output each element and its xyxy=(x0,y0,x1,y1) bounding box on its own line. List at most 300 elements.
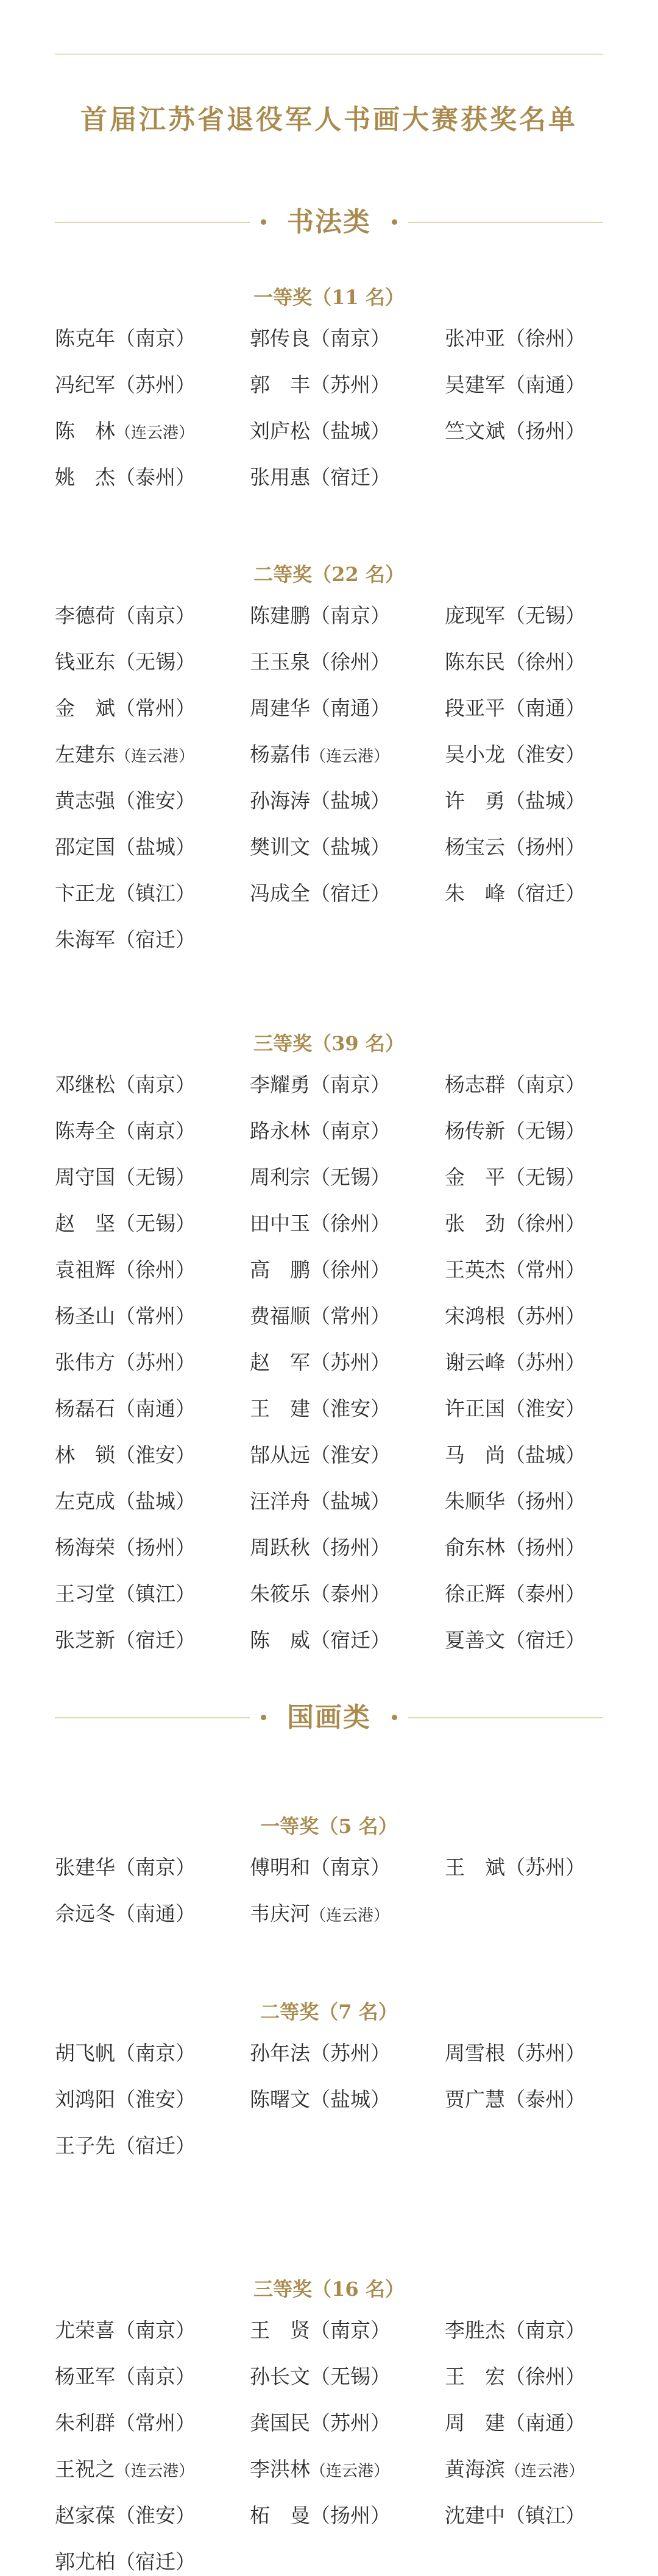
winner-city: （徐州） xyxy=(310,650,391,674)
winner-entry xyxy=(55,2132,250,2160)
winner-name: 宋鸿根 xyxy=(445,1304,505,1328)
winner-entry xyxy=(445,694,603,722)
winner-entry xyxy=(445,1626,603,1654)
winner-name: 郜从远 xyxy=(250,1443,310,1467)
winner-city: （南京） xyxy=(115,2041,196,2065)
winner-name: 韦庆河 xyxy=(250,1902,310,1925)
winner-name: 俞东林 xyxy=(445,1536,505,1559)
winner-entry xyxy=(55,2363,250,2391)
winner-city: （苏州） xyxy=(505,2041,585,2065)
tier-title: 二等奖（7 名） xyxy=(260,2000,398,2024)
winner-city: （扬州） xyxy=(310,2504,391,2527)
award-tier xyxy=(55,1029,603,1654)
winner-name: 张冲亚 xyxy=(445,326,505,350)
winner-entry xyxy=(55,464,250,492)
winner-name: 张 劲 xyxy=(445,1212,505,1235)
winner-city: （盐城） xyxy=(310,835,391,859)
winner-name: 张用惠 xyxy=(250,465,310,489)
winner-city: （扬州） xyxy=(115,1536,196,1559)
winner-name: 柘 曼 xyxy=(250,2504,310,2527)
winner-city: （无锡） xyxy=(115,1212,196,1235)
winner-city: （无锡） xyxy=(310,1165,391,1189)
award-tier xyxy=(55,1998,603,2160)
winner-city: （宿迁） xyxy=(505,881,585,905)
category-title: 书法类 xyxy=(287,206,371,238)
winner-city: （镇江） xyxy=(115,1582,196,1606)
tier-title: 二等奖（22 名） xyxy=(253,563,405,586)
winner-city: （南京） xyxy=(115,2365,196,2388)
winner-name: 段亚平 xyxy=(445,696,505,720)
winner-entry xyxy=(55,371,250,399)
winner-entry xyxy=(250,1441,445,1469)
winner-entry xyxy=(250,371,445,399)
winner-entry xyxy=(445,371,603,399)
winner-name: 陈建鹏 xyxy=(250,604,310,627)
winner-entry xyxy=(445,2409,603,2437)
winner-entry xyxy=(445,1580,603,1608)
winner-entry xyxy=(250,1580,445,1608)
winner-entry xyxy=(445,1071,603,1099)
winner-entry xyxy=(250,833,445,861)
winner-name: 樊训文 xyxy=(250,835,310,859)
winner-name: 周 建 xyxy=(445,2411,505,2435)
winner-grid xyxy=(55,2039,603,2160)
winner-city: （扬州） xyxy=(505,1536,585,1559)
winner-city: （淮安） xyxy=(310,1443,391,1467)
winner-entry xyxy=(445,2039,603,2067)
winner-entry xyxy=(250,648,445,676)
winner-name: 邓继松 xyxy=(55,1073,115,1096)
winner-entry xyxy=(250,694,445,722)
winner-city: （连云港） xyxy=(115,747,195,766)
winner-grid xyxy=(55,1071,603,1654)
winner-name: 李洪林 xyxy=(250,2457,310,2481)
tier-title: 三等奖（16 名） xyxy=(253,2278,405,2301)
winner-entry xyxy=(445,833,603,861)
winner-name: 王 建 xyxy=(250,1397,310,1420)
winner-name: 田中玉 xyxy=(250,1212,310,1235)
winner-entry xyxy=(55,1302,250,1330)
winner-name: 杨宝云 xyxy=(445,835,505,859)
winner-name: 竺文斌 xyxy=(445,419,505,443)
winner-city: （连云港） xyxy=(310,747,390,766)
winner-name: 杨圣山 xyxy=(55,1304,115,1328)
winner-name: 王子先 xyxy=(55,2134,115,2158)
winner-entry xyxy=(250,2086,445,2114)
winner-city: （南通） xyxy=(115,1397,196,1420)
winner-city: （连云港） xyxy=(310,1907,390,1925)
winner-city: （淮安） xyxy=(310,1397,391,1420)
winner-entry xyxy=(445,1854,603,1882)
winner-entry xyxy=(55,1626,250,1654)
category-header xyxy=(55,1699,603,1736)
winner-city: （徐州） xyxy=(310,1258,391,1282)
winner-city: （盐城） xyxy=(115,1489,196,1513)
winner-city: （南京） xyxy=(505,2318,585,2342)
winner-name: 谢云峰 xyxy=(445,1350,505,1374)
winner-city: （扬州） xyxy=(505,835,585,859)
winner-name: 吴小龙 xyxy=(445,743,505,766)
winner-name: 马 尚 xyxy=(445,1443,505,1467)
winner-city: （淮安） xyxy=(115,2504,196,2527)
winner-grid xyxy=(55,602,603,954)
winner-name: 朱筱乐 xyxy=(250,1582,310,1606)
winner-name: 徐正辉 xyxy=(445,1582,505,1606)
winner-city: （南通） xyxy=(115,1902,196,1925)
winner-name: 王 宏 xyxy=(445,2365,505,2388)
winner-city: （盐城） xyxy=(505,789,585,813)
winner-entry xyxy=(250,2409,445,2437)
winner-city: （苏州） xyxy=(115,373,196,397)
winner-entry xyxy=(445,417,603,445)
winner-entry xyxy=(55,2548,250,2576)
winner-city: （宿迁） xyxy=(115,2134,196,2158)
winner-grid xyxy=(55,1854,603,1928)
winner-city: （南通） xyxy=(505,373,585,397)
award-tier xyxy=(55,283,603,492)
winner-city: （徐州） xyxy=(115,1258,196,1282)
winner-name: 傅明和 xyxy=(250,1855,310,1879)
winner-city: （徐州） xyxy=(505,2365,585,2388)
winner-name: 杨磊石 xyxy=(55,1397,115,1420)
winner-city: （宿迁） xyxy=(115,2550,196,2574)
winner-name: 左建东 xyxy=(55,743,115,766)
winner-entry xyxy=(55,1900,250,1928)
winner-entry xyxy=(250,787,445,815)
winner-name: 黄志强 xyxy=(55,789,115,813)
winner-city: （盐城） xyxy=(310,2087,391,2111)
winner-city: （南京） xyxy=(505,1073,585,1096)
winner-grid xyxy=(55,325,603,492)
winner-entry xyxy=(445,880,603,908)
winner-name: 周守国 xyxy=(55,1165,115,1189)
winner-entry xyxy=(55,2502,250,2530)
winner-name: 李耀勇 xyxy=(250,1073,310,1096)
winner-grid xyxy=(55,2317,603,2576)
winner-name: 冯成全 xyxy=(250,881,310,905)
winner-entry xyxy=(250,325,445,353)
winner-name: 朱顺华 xyxy=(445,1489,505,1513)
winner-city: （泰州） xyxy=(505,2087,585,2111)
winner-city: （连云港） xyxy=(115,424,195,442)
winner-name: 高 鹏 xyxy=(250,1258,310,1282)
winner-name: 张芝新 xyxy=(55,1628,115,1652)
category-title: 国画类 xyxy=(287,1702,371,1733)
winner-city: （常州） xyxy=(115,2411,196,2435)
winner-city: （无锡） xyxy=(505,604,585,627)
winner-name: 陈 林 xyxy=(55,419,115,443)
winner-entry xyxy=(250,1117,445,1145)
winner-city: （淮安） xyxy=(115,789,196,813)
winner-entry xyxy=(250,602,445,630)
winner-city: （常州） xyxy=(115,1304,196,1328)
winner-city: （苏州） xyxy=(310,373,391,397)
winner-city: （宿迁） xyxy=(310,1628,391,1652)
winner-name: 许 勇 xyxy=(445,789,505,813)
winner-name: 刘鸿阳 xyxy=(55,2087,115,2111)
winner-name: 朱 峰 xyxy=(445,881,505,905)
winner-city: （宿迁） xyxy=(115,1628,196,1652)
winner-name: 钱亚东 xyxy=(55,650,115,674)
winner-name: 许正国 xyxy=(445,1397,505,1420)
winner-city: （南京） xyxy=(115,1073,196,1096)
winner-city: （淮安） xyxy=(115,1443,196,1467)
winner-city: （常州） xyxy=(115,696,196,720)
winner-name: 陈寿全 xyxy=(55,1119,115,1143)
winner-entry xyxy=(55,1854,250,1882)
winner-city: （镇江） xyxy=(115,881,196,905)
winner-city: （盐城） xyxy=(310,789,391,813)
winner-entry xyxy=(445,1534,603,1562)
winner-entry xyxy=(250,1302,445,1330)
winner-entry xyxy=(55,741,250,769)
winner-city: （宿迁） xyxy=(310,881,391,905)
winner-name: 金 斌 xyxy=(55,696,115,720)
winner-name: 庞现军 xyxy=(445,604,505,627)
winner-name: 孙长文 xyxy=(250,2365,310,2388)
top-divider xyxy=(55,54,603,55)
winner-name: 夏善文 xyxy=(445,1628,505,1652)
winner-name: 孙年法 xyxy=(250,2041,310,2065)
winner-name: 赵家葆 xyxy=(55,2504,115,2527)
winner-name: 杨亚军 xyxy=(55,2365,115,2388)
winner-entry xyxy=(250,1534,445,1562)
winner-entry xyxy=(250,741,445,769)
winner-entry xyxy=(55,2409,250,2437)
winner-entry xyxy=(55,694,250,722)
page-title: 首届江苏省退役军人书画大赛获奖名单 xyxy=(80,104,578,135)
winner-name: 黄海滨 xyxy=(445,2457,505,2481)
winner-name: 杨传新 xyxy=(445,1119,505,1143)
winner-city: （盐城） xyxy=(505,1443,585,1467)
winner-city: （扬州） xyxy=(505,419,585,443)
winner-name: 李胜杰 xyxy=(445,2318,505,2342)
winner-entry xyxy=(445,1441,603,1469)
winner-city: （苏州） xyxy=(310,2411,391,2435)
winner-entry xyxy=(55,880,250,908)
winner-name: 冯纪军 xyxy=(55,373,115,397)
winner-name: 袁祖辉 xyxy=(55,1258,115,1282)
winner-entry xyxy=(55,1395,250,1423)
winner-entry xyxy=(250,2039,445,2067)
winner-entry xyxy=(55,602,250,630)
winner-entry xyxy=(445,1349,603,1377)
winner-name: 吴建军 xyxy=(445,373,505,397)
winner-city: （南京） xyxy=(115,604,196,627)
winner-city: （泰州） xyxy=(505,1582,585,1606)
winner-entry xyxy=(445,2455,603,2483)
winner-city: （连云港） xyxy=(115,2462,195,2480)
winner-entry xyxy=(55,2086,250,2114)
winner-entry xyxy=(250,1626,445,1654)
winner-city: （泰州） xyxy=(310,1582,391,1606)
winner-city: （南京） xyxy=(115,2318,196,2342)
winner-entry xyxy=(445,1395,603,1423)
category-header xyxy=(55,204,603,241)
winner-name: 朱海军 xyxy=(55,928,115,951)
winner-entry xyxy=(55,1256,250,1284)
winner-name: 陈 威 xyxy=(250,1628,310,1652)
winner-entry xyxy=(250,2317,445,2345)
winner-entry xyxy=(445,2502,603,2530)
winner-name: 王玉泉 xyxy=(250,650,310,674)
winner-city: （南通） xyxy=(505,696,585,720)
winner-name: 周利宗 xyxy=(250,1165,310,1189)
winner-entry xyxy=(250,880,445,908)
winner-name: 张建华 xyxy=(55,1855,115,1879)
winner-entry xyxy=(55,325,250,353)
winner-city: （淮安） xyxy=(505,743,585,766)
winner-city: （苏州） xyxy=(310,1350,391,1374)
winner-name: 周雪根 xyxy=(445,2041,505,2065)
winner-entry xyxy=(250,1163,445,1191)
winner-name: 杨嘉伟 xyxy=(250,743,310,766)
winner-entry xyxy=(445,1487,603,1516)
winner-entry xyxy=(250,2502,445,2530)
winner-city: （徐州） xyxy=(505,650,585,674)
winner-name: 佘远冬 xyxy=(55,1902,115,1925)
tier-title: 一等奖（11 名） xyxy=(253,286,405,309)
winner-name: 卞正龙 xyxy=(55,881,115,905)
winner-city: （盐城） xyxy=(115,835,196,859)
winner-name: 郭 丰 xyxy=(250,373,310,397)
winner-entry xyxy=(445,648,603,676)
winner-entry xyxy=(250,1900,445,1928)
winner-name: 金 平 xyxy=(445,1165,505,1189)
winner-name: 汪洋舟 xyxy=(250,1489,310,1513)
winner-entry xyxy=(55,1117,250,1145)
winner-entry xyxy=(55,1534,250,1562)
winner-entry xyxy=(55,1071,250,1099)
winner-name: 姚 杰 xyxy=(55,465,115,489)
winner-city: （苏州） xyxy=(505,1304,585,1328)
winner-name: 路永林 xyxy=(250,1119,310,1143)
winner-name: 王 斌 xyxy=(445,1855,505,1879)
winner-city: （盐城） xyxy=(310,1489,391,1513)
winner-city: （徐州） xyxy=(310,1212,391,1235)
winner-city: （泰州） xyxy=(115,465,196,489)
winner-name: 王英杰 xyxy=(445,1258,505,1282)
winner-city: （淮安） xyxy=(505,1397,585,1420)
winner-city: （常州） xyxy=(505,1258,585,1282)
winner-city: （南通） xyxy=(310,696,391,720)
winner-city: （盐城） xyxy=(310,419,391,443)
winner-city: （无锡） xyxy=(115,650,196,674)
winner-name: 沈建中 xyxy=(445,2504,505,2527)
winner-entry xyxy=(445,2363,603,2391)
tier-title: 一等奖（5 名） xyxy=(260,1815,398,1838)
winner-entry xyxy=(250,417,445,445)
winner-entry xyxy=(250,464,445,492)
winner-entry xyxy=(55,2455,250,2483)
winner-entry xyxy=(445,1163,603,1191)
winner-city: （苏州） xyxy=(310,2041,391,2065)
winner-name: 左克成 xyxy=(55,1489,115,1513)
winner-city: （无锡） xyxy=(505,1165,585,1189)
winner-name: 费福顺 xyxy=(250,1304,310,1328)
winner-city: （南京） xyxy=(310,2318,391,2342)
winner-entry xyxy=(250,2455,445,2483)
tier-title: 三等奖（39 名） xyxy=(253,1032,405,1055)
winner-city: （苏州） xyxy=(505,1855,585,1879)
winner-name: 孙海涛 xyxy=(250,789,310,813)
winner-city: （无锡） xyxy=(115,1165,196,1189)
winner-entry xyxy=(250,1349,445,1377)
winner-entry xyxy=(55,2039,250,2067)
winner-name: 赵 坚 xyxy=(55,1212,115,1235)
award-tier xyxy=(55,2275,603,2576)
winner-entry xyxy=(445,1117,603,1145)
winner-name: 赵 军 xyxy=(250,1350,310,1374)
winner-entry xyxy=(250,1854,445,1882)
winner-city: （南京） xyxy=(115,326,196,350)
winner-name: 郭尤柏 xyxy=(55,2550,115,2574)
winner-entry xyxy=(445,2317,603,2345)
winner-name: 尤荣喜 xyxy=(55,2318,115,2342)
winner-city: （常州） xyxy=(310,1304,391,1328)
winner-name: 陈克年 xyxy=(55,326,115,350)
winner-entry xyxy=(55,1487,250,1516)
winner-city: （宿迁） xyxy=(505,1628,585,1652)
winner-city: （南京） xyxy=(115,1119,196,1143)
winner-city: （镇江） xyxy=(505,2504,585,2527)
winner-entry xyxy=(250,1210,445,1238)
winner-entry xyxy=(250,1071,445,1099)
winner-city: （南京） xyxy=(310,604,391,627)
winner-name: 郭传良 xyxy=(250,326,310,350)
winner-entry xyxy=(55,648,250,676)
winner-entry xyxy=(445,1256,603,1284)
winner-entry xyxy=(445,2086,603,2114)
winner-entry xyxy=(55,1163,250,1191)
winner-entry xyxy=(445,1302,603,1330)
winner-city: （南通） xyxy=(505,2411,585,2435)
winner-name: 王 贤 xyxy=(250,2318,310,2342)
winner-name: 胡飞帆 xyxy=(55,2041,115,2065)
winner-entry xyxy=(55,833,250,861)
winner-entry xyxy=(55,1441,250,1469)
winner-city: （连云港） xyxy=(310,2462,390,2480)
winner-entry xyxy=(55,1210,250,1238)
winner-name: 邵定国 xyxy=(55,835,115,859)
winner-city: （苏州） xyxy=(115,1350,196,1374)
winner-entry xyxy=(445,325,603,353)
winner-entry xyxy=(445,741,603,769)
winner-city: （扬州） xyxy=(310,1536,391,1559)
winner-name: 王习堂 xyxy=(55,1582,115,1606)
winner-entry xyxy=(55,1580,250,1608)
winner-city: （南京） xyxy=(310,1119,391,1143)
winner-entry xyxy=(55,2317,250,2345)
winner-city: （淮安） xyxy=(115,2087,196,2111)
winner-entry xyxy=(250,1395,445,1423)
winner-name: 朱利群 xyxy=(55,2411,115,2435)
winner-city: （宿迁） xyxy=(115,928,196,951)
winner-name: 周建华 xyxy=(250,696,310,720)
winner-city: （无锡） xyxy=(505,1119,585,1143)
winner-entry xyxy=(55,787,250,815)
winner-entry xyxy=(250,1256,445,1284)
winner-city: （南京） xyxy=(115,1855,196,1879)
winner-entry xyxy=(445,1210,603,1238)
winner-city: （宿迁） xyxy=(310,465,391,489)
winner-city: （南京） xyxy=(310,1855,391,1879)
award-tier xyxy=(55,1812,603,1928)
winner-entry xyxy=(55,926,250,954)
winner-name: 贾广慧 xyxy=(445,2087,505,2111)
winner-entry xyxy=(445,602,603,630)
winner-name: 陈曙文 xyxy=(250,2087,310,2111)
